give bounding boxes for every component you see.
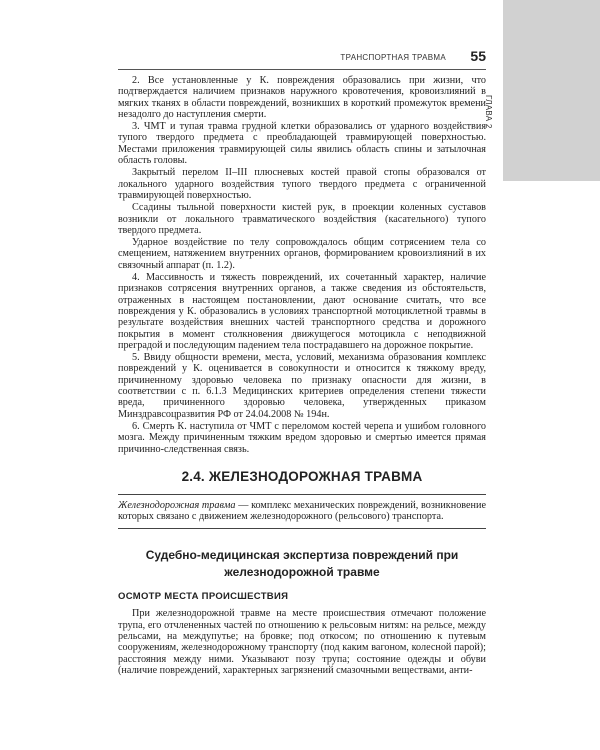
paragraph: 5. Ввиду общности времени, места, условий, механизма образования комплекс повреждений у К. оценивается в совокупности и относится к тяжкому вреду, причиненному здоровью человека по признаку опасности для жизни, в соответствии с п. 6.1.3 Медицинских критериев определения степени тяжести вреда, причиненного здоровью человека, утвержденных приказом Минздравсоцразвития РФ от 24.04.2008 № 194н. xyxy=(118,352,486,420)
paragraph: Ударное воздействие по телу сопровождалось общим сотрясением тела со смещением, натяжением внутренних органов, формированием кровоизлияний в их связочный аппарат (п. 1.2). xyxy=(118,237,486,271)
page-body xyxy=(118,75,486,676)
page-header xyxy=(118,48,486,68)
paragraph: Закрытый перелом II–III плюсневых костей правой стопы образовался от локального ударного воздействия тупого твердого предмета с ограниченной травмирующей поверхностью. xyxy=(118,167,486,201)
paragraph: 2. Все установленные у К. повреждения образовались при жизни, что подтверждается наличием признаков наружного кровотечения, кровоизлияний в мягких тканях в области повреждений, возникших в короткий промежуток времени незадолго до наступления смерти. xyxy=(118,75,486,120)
subsubsection-title: ОСМОТР МЕСТА ПРОИСШЕСТВИЯ xyxy=(118,591,289,603)
definition-box xyxy=(118,494,486,530)
paragraph: 6. Смерть К. наступила от ЧМТ с переломом костей черепа и ушибом головного мозга. Между причиненным тяжким вредом здоровью и смертью имеется прямая причинно-следственная связь. xyxy=(118,420,486,455)
definition-text: — комплекс механических повреждений, возникновение которых связано с движением железнодорожного (рельсового) транспорта. xyxy=(118,499,486,523)
paragraph: При железнодорожной травме на месте происшествия отмечают положение трупа, его отчлененных частей по отношению к рельсовым нитям: на рельсе, между рельсами, на междупутье; на бровке; под откосом; по отношению к путевым сооружениям, железнодорожному транспорту (под каким вагоном, колесной парой); расстояния между ними. Указывают позу трупа; состояние одежды и обуви (наличие повреждений, характерных загрязнений смазочными веществами, анти- xyxy=(118,608,486,676)
section-title: 2.4. ЖЕЛЕЗНОДОРОЖНАЯ ТРАВМА xyxy=(181,468,423,484)
definition-term: Железнодорожная травма xyxy=(118,499,236,511)
header-rule xyxy=(118,69,486,70)
chapter-side-tab xyxy=(503,0,600,181)
paragraph: Ссадины тыльной поверхности кистей рук, в проекции коленных суставов возникли от локального травматического воздействия (касательного) тупого твердого предмета. xyxy=(118,202,486,236)
paragraph: 4. Массивность и тяжесть повреждений, их сочетанный характер, наличие признаков сотрясения внутренних органов, а также сведения из обстоятельств, отраженных в настоящем постановлении, дают основание считать, что все повреждения у К. образовались в условиях транспортной мотоциклетной травмы в результате воздействия внешних частей транспортного средства и дорожного покрытия в момент столкновения движущегося мотоцикла с неподвижной преградой и последующим падением тела пострадавшего на дорожное покрытие. xyxy=(118,272,486,351)
page-number: 55 xyxy=(470,48,486,64)
definition-paragraph xyxy=(118,500,486,523)
chapter-tab-label: ГЛАВА 2 xyxy=(484,95,493,129)
running-title: ТРАНСПОРТНАЯ ТРАВМА xyxy=(340,53,446,62)
subsection-title: Судебно-медицинская экспертиза повреждений при железнодорожной травме xyxy=(145,548,459,580)
paragraph: 3. ЧМТ и тупая травма грудной клетки образовались от ударного воздействия тупого твердого предмета с преобладающей травмирующей поверхностью. Местами приложения травмирующей силы явились область спины и затылочная область головы. xyxy=(118,121,486,167)
